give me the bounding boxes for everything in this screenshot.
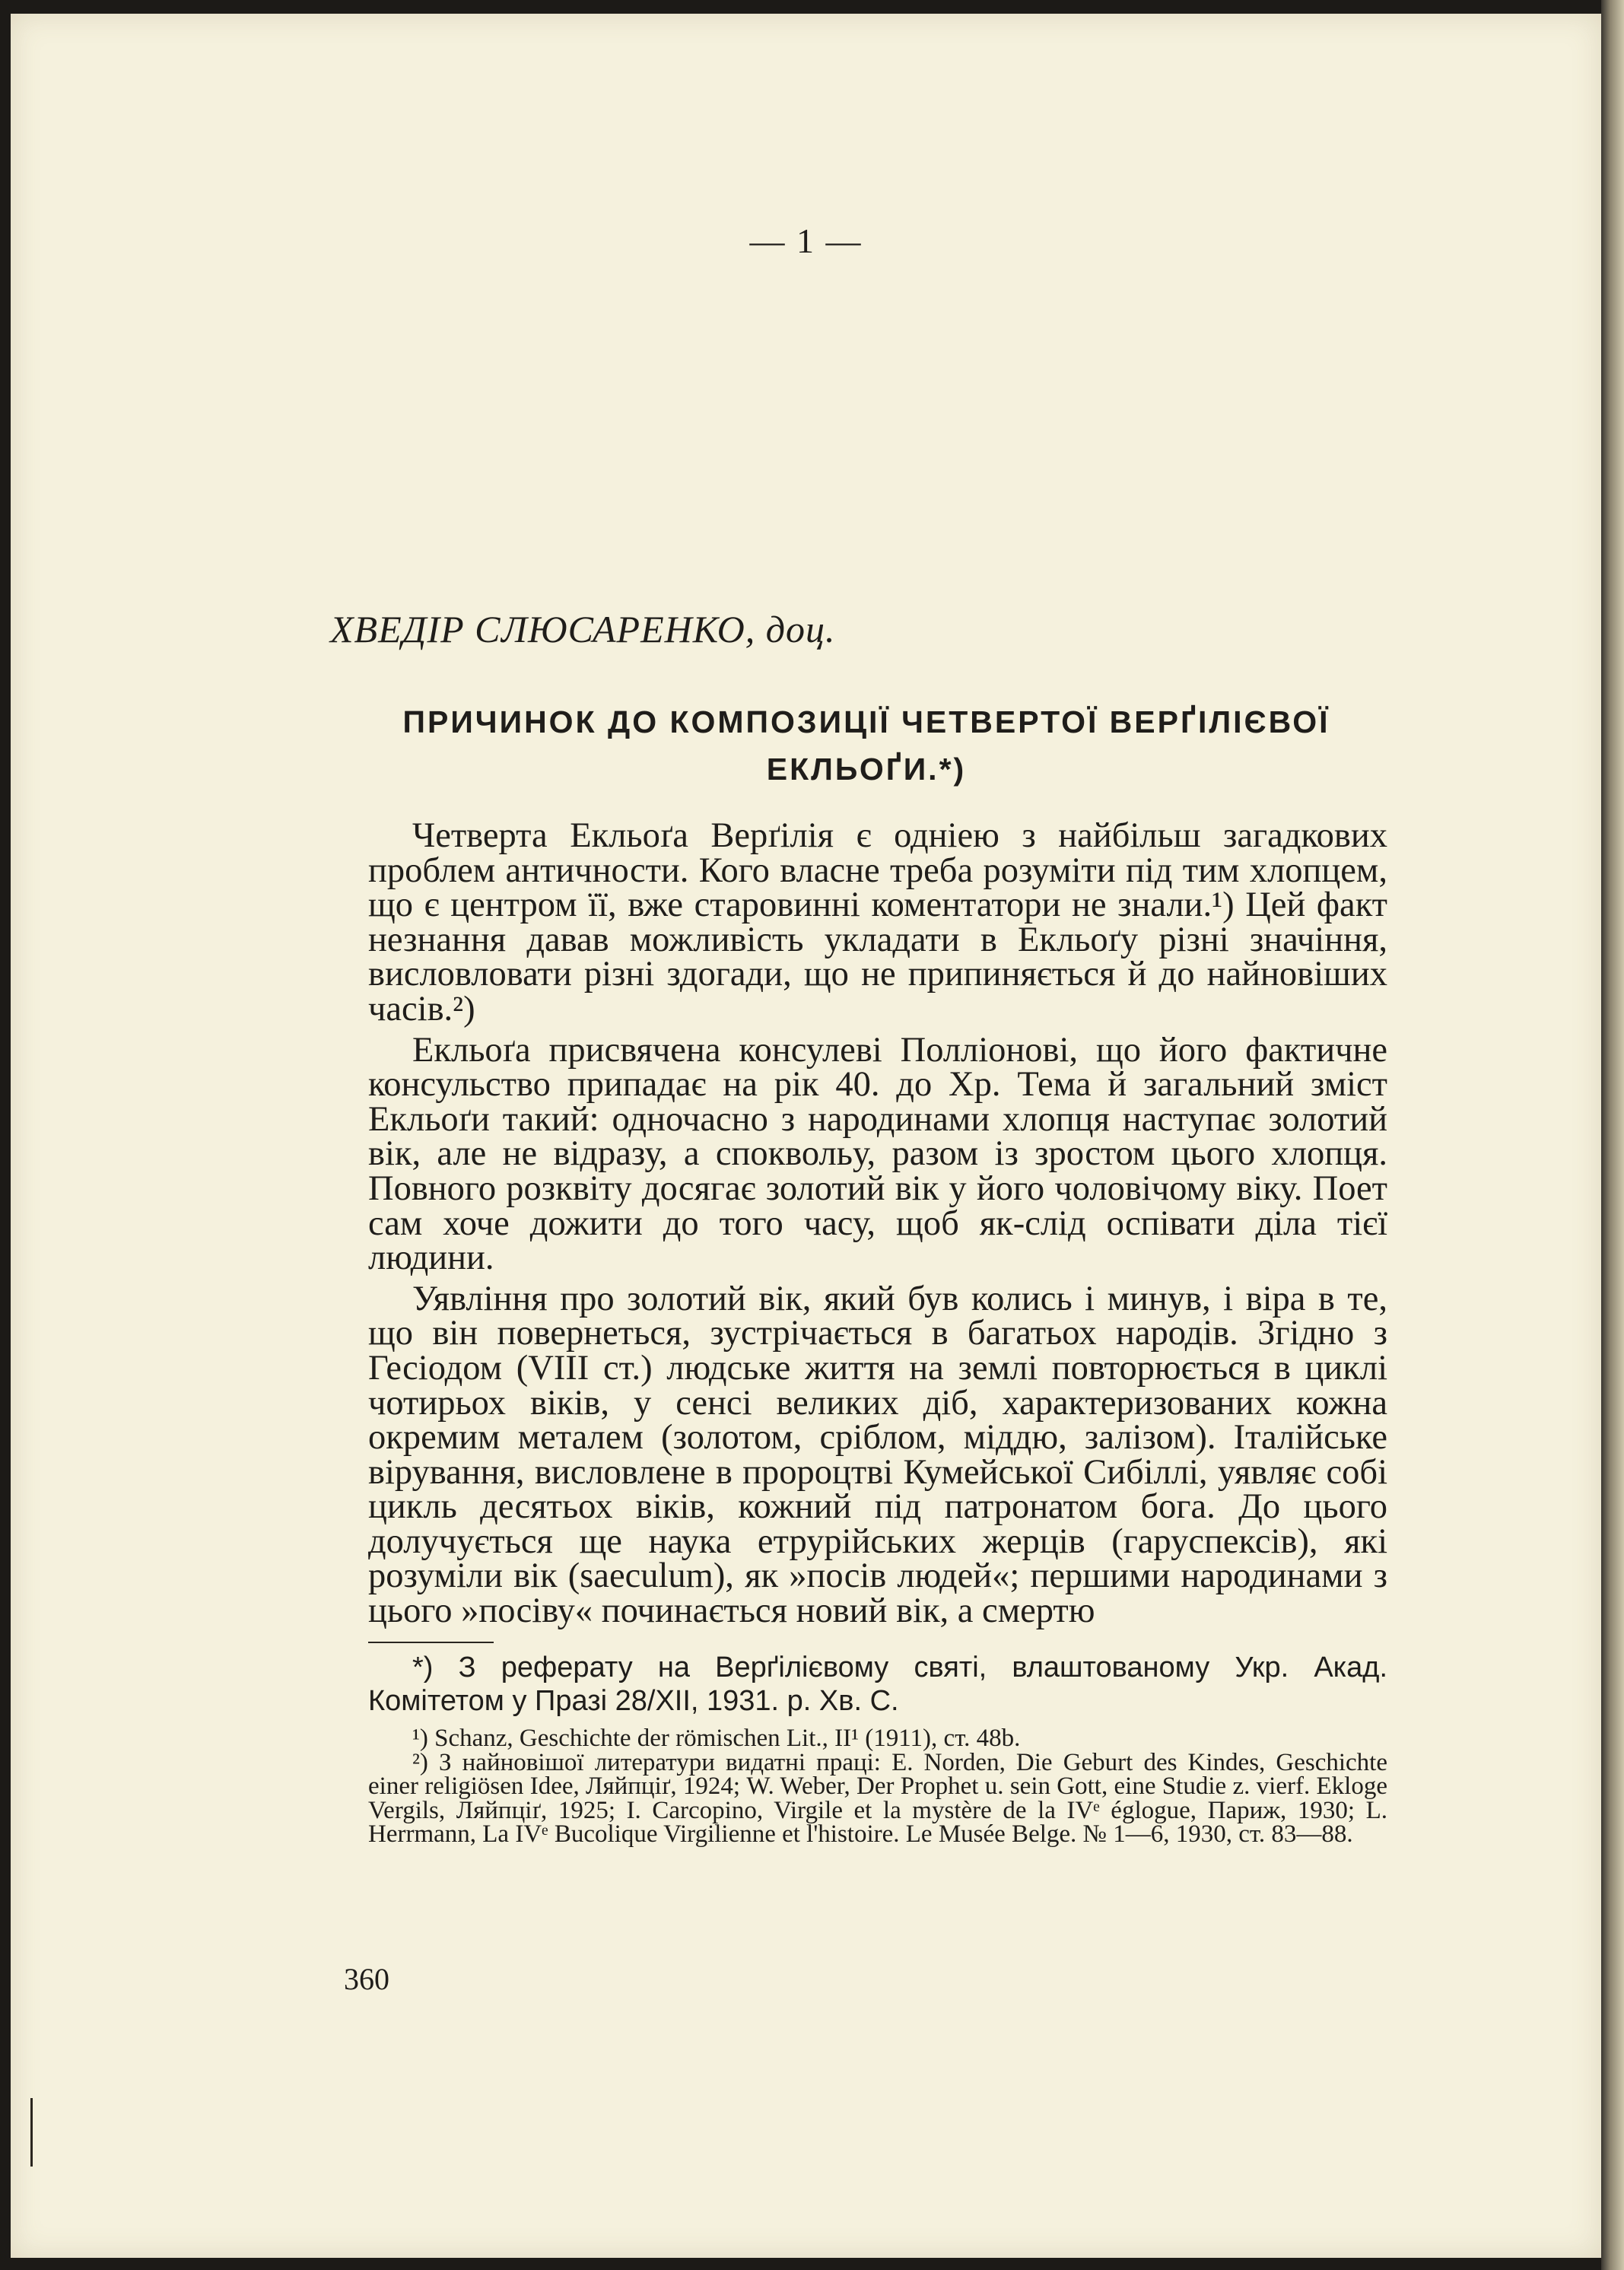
footnote-star	[368, 1651, 1387, 1718]
edge-mark	[30, 2098, 33, 2167]
page-header: — 1 —	[749, 221, 863, 260]
footnote-rule	[368, 1642, 494, 1643]
footnote-2: ²) З найновішої литератури видатні праці: E. Norden, Die Geburt des Kindes, Geschichte einer religiösen Idee, Ляйпціґ, 1924; W. Weber, Der Prophet u. sein Gott, eine Studie z. vierf. Ekloge Vergils, Ляйпціґ, 1925; I. Carcopino, Virgile et la mystère de la IVᵉ églogue, Париж, 1930; L. Herrmann, La IVᵉ Bucolique Virgilienne et l'histoire. Le Musée Belge. № 1—6, 1930, ст. 83—88.	[368, 1748, 1387, 1848]
scan-edge	[1601, 0, 1624, 2270]
author-line: ХВЕДІР СЛЮСАРЕНКО, доц.	[330, 608, 836, 650]
footnotes	[368, 1727, 1387, 1847]
footnote-1: ¹) Schanz, Geschichte der römischen Lit., II¹ (1911), ст. 48b.	[412, 1725, 1021, 1752]
book-page	[11, 14, 1601, 2258]
title-line: ЕКЛЬОҐИ.*)	[766, 752, 967, 787]
article-title	[345, 698, 1387, 793]
paragraph: Четверта Екльоґа Верґілія є одніею з найбільш загадкових проблем античности. Кого власне треба розуміти під тим хлопцем, що є центром її, вже старовинні коментатори не знали.¹) Цей факт незнання давав можливість укладати в Екльоґу різні значіння, висловловати різні здогади, що не припиняється й до найновіших часів.²)	[368, 816, 1387, 1028]
article-body	[368, 816, 1387, 1635]
paragraph: Екльоґа присвячена консулеві Полліонові, що його фактичне консульство припадає на рік 40. до Хр. Тема й загальний зміст Екльоґи такий: одночасно з народинами хлопця наступає золотий вік, але не відразу, а споквольу, разом із зростом цього хлопця. Повного розквіту досягає золотий вік у його чоловічому віку. Поет сам хоче дожити до того часу, щоб як-слід оспівати діла тієї людини.	[368, 1030, 1387, 1278]
footnote-text: *) З реферату на Верґілієвому святі, влаштованому Укр. Акад. Комітетом у Празі 28/XII, 1931. р. Хв. С.	[368, 1652, 1387, 1717]
page-number: 360	[344, 1962, 389, 1996]
title-line: ПРИЧИНОК ДО КОМПОЗИЦІЇ ЧЕТВЕРТОЇ ВЕРҐІЛІЄВОЇ	[402, 704, 1330, 739]
paragraph: Уявління про золотий вік, який був колись і минув, і віра в те, що він повернеться, зустрічається в багатьох народів. Згідно з Гесіодом (VIII ст.) людське життя на землі повторюється в циклі чотирьох віків, у сенсі великих діб, характеризованих кожна окремим металем (золотом, сріблом, міддю, залізом). Італійське вірування, висловлене в пророцтві Кумейської Сибіллі, уявляє собі цикль десятьох віків, кожний під патронатом бога. До цього долучується ще наука етрурійських жерців (гаруспексів), які розуміли вік (saeculum), як »посів людей«; першими народинами з цього »посіву« починається новий вік, а смертю	[368, 1279, 1387, 1631]
